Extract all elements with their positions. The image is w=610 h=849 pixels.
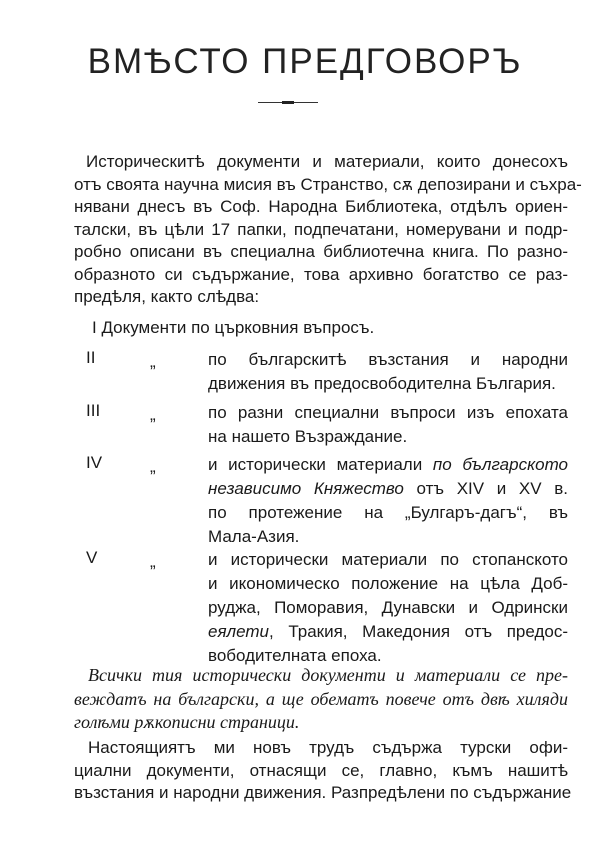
summary-line: Всички тия исторически документи и материали се пре-: [88, 665, 568, 685]
list-item-number: IV: [86, 453, 103, 472]
plain-text: и исторически материали: [208, 455, 433, 474]
italic-text: по българското: [432, 455, 569, 474]
intro-line: робно описани въ специална библиотечна книга. По разно-: [74, 242, 568, 261]
summary-line: веждатъ на български, а ще обематъ повече отъ двѣ хиляди: [74, 688, 568, 709]
list-item-description: [208, 453, 568, 549]
ditto-mark: „: [150, 457, 156, 476]
list-item-number: II: [86, 348, 96, 367]
intro-line: Историческитѣ документи и материали, които донесохъ: [86, 152, 568, 171]
description-line: по протежение на „Булгаръ-дагъ“, въ: [208, 503, 568, 522]
title-ornament: [258, 100, 318, 106]
intro-line: образното си съдържание, това архивно богатство се раз-: [74, 264, 568, 284]
description-line: руджа, Поморавия, Дунавски и Одрински: [208, 598, 568, 617]
plain-text: , Тракия, Македония отъ предос-: [269, 622, 568, 641]
description-line: и исторически материали по стопанското: [208, 550, 568, 569]
ditto-mark: „: [150, 352, 156, 371]
intro-line: отъ своята научна мисия въ Странство, сѫ депозирани и съхра-: [74, 174, 582, 194]
intro-paragraph: [74, 151, 582, 309]
list-item-first: I Документи по църковния въпросъ.: [92, 318, 375, 337]
intro-line: предѣля, както слѣдва:: [74, 287, 260, 306]
description-line: по българскитѣ възстания и народни: [208, 350, 568, 369]
ditto-mark: „: [150, 552, 156, 571]
intro-line: талски, въ цѣли 17 папки, подпечатани, номерувани и подр-: [74, 219, 568, 239]
description-line: и икономическо положение на цѣла Доб-: [208, 574, 568, 593]
description-line: на нашето Възраждание.: [208, 427, 408, 446]
current-line: циални документи, отнасящи се, главно, къмъ нашитѣ: [74, 760, 568, 780]
summary-paragraph: [74, 664, 568, 735]
list-item-number: V: [86, 548, 98, 567]
current-line: Настоящиятъ ми новъ трудъ съдържа турски офи-: [88, 738, 568, 757]
current-work-paragraph: [74, 737, 572, 805]
description-line: движения въ предосвободителна България.: [208, 374, 556, 393]
page-title: ВМѢСТО ПРЕДГОВОРЪ: [87, 42, 523, 81]
list-item-number: III: [86, 401, 101, 420]
description-line: [208, 477, 568, 501]
ornament-center-mark: [282, 101, 294, 104]
current-line: възстания и народни движения. Разпредѣлени по съдържание: [74, 783, 572, 802]
description-line: по разни специални въпроси изъ епохата: [208, 403, 568, 422]
list-item-description: [208, 348, 568, 396]
plain-text: отъ XIV и XV в.: [403, 479, 568, 498]
list-item-description: [208, 548, 568, 668]
description-line: [208, 620, 568, 644]
description-line: вободителната епоха.: [208, 646, 382, 665]
italic-text: независимо Княжество: [208, 479, 404, 498]
intro-line: нявани днесъ въ Соф. Народна Библиотека, отдѣлъ ориен-: [74, 197, 568, 216]
summary-line: голѣми рѫкописни страници.: [74, 712, 300, 732]
italic-text: еялети: [208, 622, 270, 641]
description-line: Мала-Азия.: [208, 527, 300, 546]
list-item-description: [208, 401, 568, 449]
ditto-mark: „: [150, 405, 156, 424]
description-line: [208, 453, 568, 477]
